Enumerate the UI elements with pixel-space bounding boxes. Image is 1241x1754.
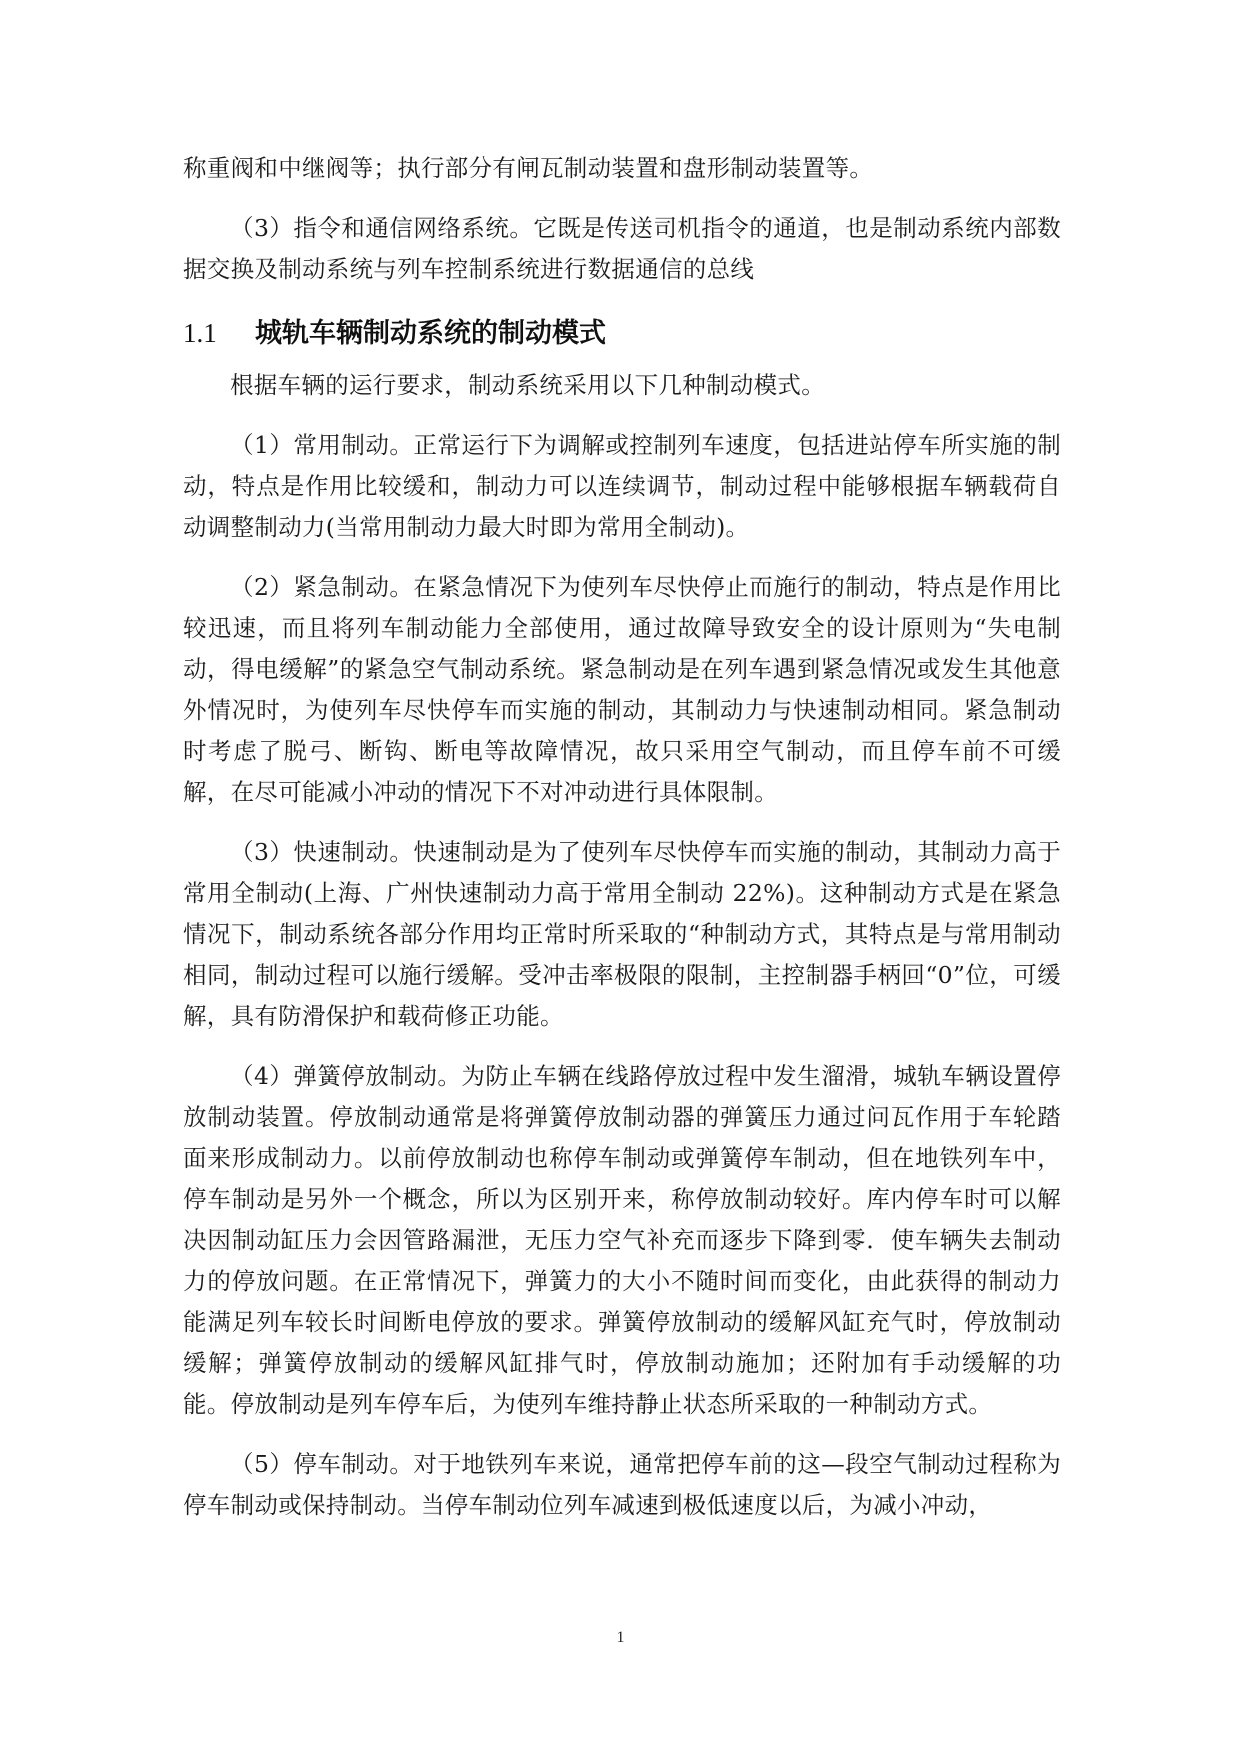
section-heading bbox=[183, 311, 1061, 356]
paragraph-holding-brake: （5）停车制动。对于地铁列车来说，通常把停车前的这—段空气制动过程称为停车制动或保持制动。当停车制动位列车减速到极低速度以后，为减小冲动， bbox=[183, 1450, 1061, 1519]
paragraph-network-system: （3）指令和通信网络系统。它既是传送司机指令的通道，也是制动系统内部数据交换及制动系统与列车控制系统进行数据通信的总线 bbox=[183, 214, 1061, 283]
section-number: 1.1 bbox=[183, 318, 217, 348]
page-number: 1 bbox=[616, 1629, 625, 1646]
paragraph-spring-parking-brake: （4）弹簧停放制动。为防止车辆在线路停放过程中发生溜滑，城轨车辆设置停放制动装置。停放制动通常是将弹簧停放制动器的弹簧压力通过问瓦作用于车轮踏面来形成制动力。以前停放制动也称停车制动或弹簧停车制动，但在地铁列车中，停车制动是另外一个概念，所以为区别开来，称停放制动较好。库内停车时可以解决因制动缸压力会因管路漏泄，无压力空气补充而逐步下降到零．使车辆失去制动力的停放问题。在正常情况下，弹簧力的大小不随时间而变化，由此获得的制动力能满足列车较长时间断电停放的要求。弹簧停放制动的缓解风缸充气时，停放制动缓解；弹簧停放制动的缓解风缸排气时，停放制动施加；还附加有手动缓解的功能。停放制动是列车停车后，为使列车维持静止状态所采取的一种制动方式。 bbox=[183, 1062, 1061, 1418]
document-body bbox=[183, 148, 1061, 1526]
paragraph-emergency-brake: （2）紧急制动。在紧急情况下为使列车尽快停止而施行的制动，特点是作用比较迅速，而且将列车制动能力全部使用，通过故障导致安全的设计原则为“失电制动，得电缓解”的紧急空气制动系统。紧急制动是在列车遇到紧急情况或发生其他意外情况时，为使列车尽快停车而实施的制动，其制动力与快速制动相同。紧急制动时考虑了脱弓、断钩、断电等故障情况，故只采用空气制动，而且停车前不可缓解，在尽可能减小冲动的情况下不对冲动进行具体限制。 bbox=[183, 573, 1061, 806]
paragraph-intro: 根据车辆的运行要求，制动系统采用以下几种制动模式。 bbox=[230, 371, 825, 399]
paragraph-continuation: 称重阀和中继阀等；执行部分有闸瓦制动装置和盘形制动装置等。 bbox=[183, 154, 874, 182]
section-title: 城轨车辆制动系统的制动模式 bbox=[255, 318, 606, 349]
paragraph-service-brake: （1）常用制动。正常运行下为调解或控制列车速度，包括进站停车所实施的制动，特点是作用比较缓和，制动力可以连续调节，制动过程中能够根据车辆载荷自动调整制动力(当常用制动力最大时即为常用全制动)。 bbox=[183, 431, 1061, 541]
paragraph-rapid-brake: （3）快速制动。快速制动是为了使列车尽快停车而实施的制动，其制动力高于常用全制动(上海、广州快速制动力高于常用全制动 22%)。这种制动方式是在紧急情况下，制动系统各部分作用均正常时所采取的“种制动方式，其特点是与常用制动相同，制动过程可以施行缓解。受冲击率极限的限制，主控制器手柄回“0”位，可缓解，具有防滑保护和载荷修正功能。 bbox=[183, 838, 1061, 1030]
